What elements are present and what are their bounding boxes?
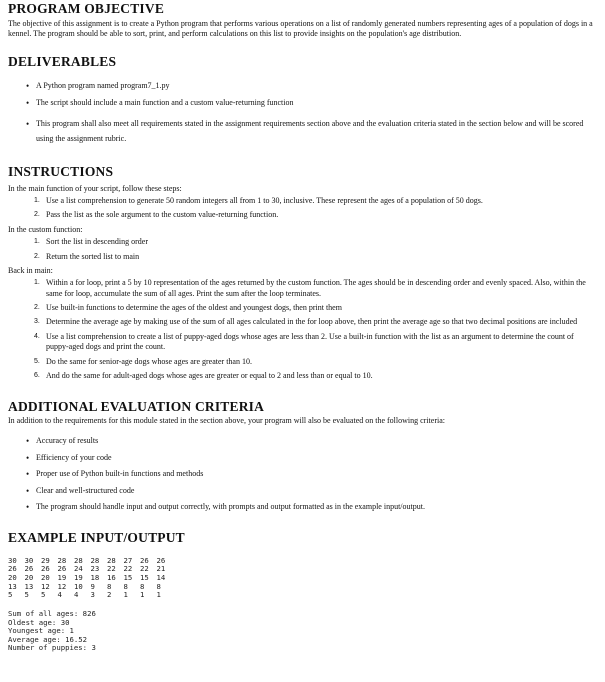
bullet-icon: • (26, 118, 30, 129)
list-item: • A Python program named program7_1.py (26, 80, 170, 91)
instructions-intro: In the main function of your script, follow these steps: (8, 183, 182, 193)
output-line: Average age: 16.52 (8, 634, 88, 644)
list-item: 2. Use built-in functions to determine the ages of the oldest and youngest dogs, then print them (34, 303, 342, 313)
output-line: Sum of all ages: 826 (8, 608, 96, 618)
list-item: 1. Sort the list in descending order (34, 237, 148, 247)
grid-row: 5 5 5 4 4 3 2 1 1 1 (8, 590, 161, 600)
objective-section (8, 0, 597, 39)
grid-row: 13 13 12 12 10 9 8 8 8 8 (8, 581, 161, 591)
deliverables-heading: DELIVERABLES (8, 54, 117, 70)
list-item: 6. And do the same for adult-aged dogs whose ages are greater or equal to 2 and less than or equal to 10. (34, 371, 373, 381)
deliverables-section (8, 53, 597, 146)
objective-text: The objective of this assignment is to create a Python program that performs various operations on a list of randomly generated numbers representing ages of a population of dogs in a kennel. The program should be able to sort, print, and perform calculations on this list to provide insights on the population's age distribution. (8, 18, 593, 38)
bullet-icon: • (26, 98, 30, 109)
back-in-main-intro: Back in main: (8, 265, 53, 275)
main-steps-list (8, 196, 597, 221)
example-section (8, 529, 597, 653)
summary-output (8, 610, 597, 653)
bullet-icon: • (26, 436, 30, 447)
list-item: • The program should handle input and output correctly, with prompts and output formatted as in the example input/output. (26, 501, 425, 512)
list-item: 3. Determine the average age by making use of the sum of all ages calculated in the for loop above, then print the average age so that two decimal positions are included (34, 317, 578, 327)
bullet-icon: • (26, 452, 30, 463)
output-line: Oldest age: 30 (8, 617, 70, 627)
grid-row: 20 20 20 19 19 18 16 15 15 14 (8, 573, 166, 583)
list-item: 5. Do the same for senior-age dogs whose ages are greater than 10. (34, 356, 252, 366)
objective-heading: PROGRAM OBJECTIVE (8, 1, 165, 16)
deliverables-list (8, 81, 597, 146)
list-item: 1. Use a list comprehension to generate 50 random integers all from 1 to 30, inclusive. These represent the ages of a population of 50 dogs. (34, 195, 483, 205)
custom-function-intro: In the custom function: (8, 224, 83, 234)
list-item: 1. Within a for loop, print a 5 by 10 representation of the ages returned by the custom function. The ages should be in descending order and evenly spaced. Also, within the same for loop, accumulate the sum of all ages. Print the sum after the loop terminates. (34, 278, 586, 298)
instructions-section (8, 163, 597, 381)
list-item: • Accuracy of results (26, 436, 99, 447)
grid-row: 30 30 29 28 28 28 28 27 26 26 (8, 555, 166, 565)
list-item: • Proper use of Python built-in functions and methods (26, 469, 204, 480)
custom-steps-list (8, 237, 597, 262)
bullet-icon: • (26, 80, 30, 91)
list-item: • Efficiency of your code (26, 452, 112, 463)
instructions-heading: INSTRUCTIONS (8, 164, 114, 180)
evaluation-heading: ADDITIONAL EVALUATION CRITERIA (8, 399, 265, 415)
back-steps-list (8, 278, 597, 381)
bullet-icon: • (26, 485, 30, 496)
list-item: • The script should include a main function and a custom value-returning function (26, 98, 294, 109)
list-item: 4. Use a list comprehension to create a list of puppy-aged dogs whose ages are less than 2. Use a built-in function with the list as an argument to determine the count of puppy-aged dogs and print the count. (34, 331, 574, 352)
output-line: Youngest age: 1 (8, 626, 74, 636)
evaluation-list (8, 436, 597, 512)
list-item: • Clear and well-structured code (26, 485, 135, 496)
bullet-icon: • (26, 469, 30, 480)
age-grid-output (8, 557, 597, 600)
output-line: Number of puppies: 3 (8, 643, 96, 653)
grid-row: 26 26 26 26 24 23 22 22 22 21 (8, 564, 166, 574)
example-heading: EXAMPLE INPUT/OUTPUT (8, 530, 185, 546)
evaluation-section (8, 398, 597, 512)
list-item: 2. Pass the list as the sole argument to the custom value-returning function. (34, 210, 279, 220)
list-item: • This program shall also meet all requirements stated in the assignment requirements section above and the evaluation criteria stated in the section below and will be scored using the assignment rubric. (8, 116, 597, 146)
bullet-icon: • (26, 501, 30, 512)
list-item: 2. Return the sorted list to main (34, 251, 140, 261)
evaluation-intro: In addition to the requirements for this module stated in the section above, your program will also be evaluated on the following criteria: (8, 415, 445, 425)
